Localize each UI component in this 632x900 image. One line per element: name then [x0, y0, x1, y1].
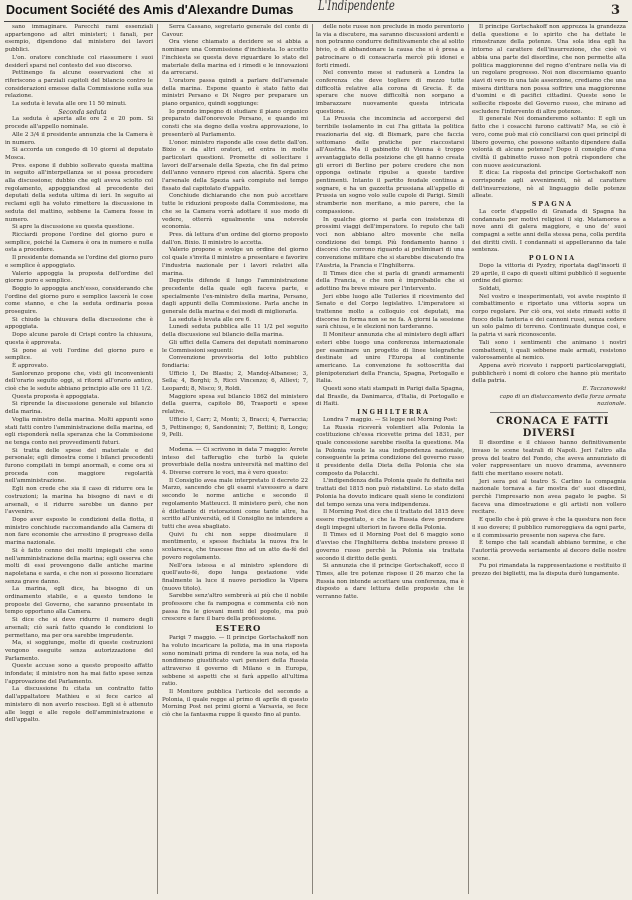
paragraph: Serra Cassano, segretario generale del conte di Cavour.	[162, 24, 308, 38]
paragraph: Jeri sera poi al teatro S. Carlino la compagnia nazionale tornava a far mostra de' suoi disordini, perchè l'impresario non avea pagato le paghe. Si faceva una dimostrazione e gli artisti non vollero recitare.	[472, 478, 626, 516]
paragraph: Gli uffici della Camera dei deputati nominarono le Commissioni seguenti:	[162, 339, 308, 354]
paragraph: Voglia ministro della marina. Molti appunti sono stati fatti contro l'amministrazione della marina, ed egli risponderà nella speranza che la Commissione ne tenga conto nei provvedimenti futuri.	[5, 416, 153, 446]
paragraph: Ma, si soggiunge, molte di queste costruzioni vengono eseguite senza autorizzazione del Parlamento.	[5, 640, 153, 662]
column-divider	[312, 24, 313, 894]
paragraph: Dopo alcune parole di Crispi contro la chiusura, questa è approvata.	[5, 332, 153, 346]
paragraph: In qualche giorno si parla con insistenza di prossimi viaggi dell'imperatore. Io reputo che tali voci non abbiano altro movente che nella condizione dei tempi. Più fondamento hanno i discorsi che corrono riguardo ai preliminari di una convenzione militare che si starebbe discutendo fra l'Austria, la Francia e l'Inghilterra.	[316, 216, 464, 269]
paragraph: Ora viene chiamato a decidere se si abbia a nominare una Commissione d'inchiesta. Io accetto l'inchiesta se questa deve riguardare lo stato del materiale della marina ed i rimedi e le innovazioni da arrecarsi.	[162, 39, 308, 77]
section-divider	[490, 412, 608, 413]
paragraph: Pres. espone il dubbio sollevato questa mattina in seguito all'interpellanza se si possa procedere alla discussione; dubbio che egli aveva sciolto col regolamento, appoggiandosi al precedente dei deputati della seduta ultima di ieri. In seguito ai reclami egli ha voluto rimettere la discussione in seduta del mattino, sebbene la Camera fosse in numero.	[5, 162, 153, 223]
paragraph: È tempo che tali scandali abbiano termine, e che l'autorità provveda seriamente al decoro delle nostre scene.	[472, 540, 626, 562]
paragraph: Londra 7 maggio. — Si legge nel Morning Post:	[323, 416, 458, 423]
column-4	[472, 24, 626, 894]
paragraph: La Prussia che incomincia ad accorgersi del terribile isolamento in cui l'ha gittata la politica reazionaria del sig. di Bismark, pare che faccia sottomano delle pratiche per riaccostarsi all'Austria. Ma il gabinetto di Vienna è troppo avvantaggiato della posizione che gli hanno creata gli errori di Berlino per potere credere che non opponga ostinate ripulse a queste tardive pentimenti. Intanto il partito feudale continua a sognare, e ha un gazzetta prussiana all'appello di Prussia un sogno volo sulle cupole di Parigi. Simili stramberie non meritano, a mio parere, che la compassione.	[316, 116, 464, 215]
paragraph: Pres. dà lettura d'un ordine del giorno proposto dall'on. Bixio. Il ministro lo accetta.	[162, 231, 308, 246]
paragraph: Il principe Gortschakoff non apprezza la grandezza della questione e lo spirito che ha dettate le rimostranze della potenze. Una sola idea egli ha intorno al carattere dell'insurrezione, che cioè vi abbia una parte del disordine, che non permette alla politica maggiorenne del regno d'entrare nella via di un regolare progresso. Noi non discerniamo quanto siavi di vero in una tale asserzione, crediamo che una misera dirittura non possa soffrire una maggiorenne d'uomini e di pacifici cittadini. Queste sono le sollecite risposte del Governo russo, che mirano ad escludere l'intervento di altre potenze.	[472, 24, 626, 115]
paragraph: L'onor. ministro risponde alle cose dette dall'on. Bixio e da altri oratori, ed entra in molte particolari questioni. Promette di sollecitare i lavori dell'arsenale della Spezia, che fin dal primo dell'anno vennero ripresi con alacrità. Spera che l'arsenale della Spezia sarà compiuto nel tempo fissato dal capitolato d'appalto.	[162, 139, 308, 192]
paragraph: Egli non crede che sia il caso di ridurre ora le costruzioni; la marina ha bisogno di navi e di arsenali, e il ridurre sarebbe un danno per l'avvenire.	[5, 486, 153, 516]
paragraph: Si riprende la discussione generale sul bilancio della marina.	[5, 401, 153, 416]
paragraph: E dica: La risposta del principe Gortschakoff non corrisponde agli avvenimenti, nè al carattere dell'insurrezione, nè al linguaggio delle potenze alleate.	[472, 170, 626, 200]
paragraph: Il Times dice che si parla di grandi armamenti della Francia, e che non è improbabile che si adottino fra breve misure per l'intervento.	[316, 270, 464, 292]
paragraph: Si annunzia che il principe Gortschakoff, ecco il Times, alle tre potenze rispose il 26 marzo che la Russia non intende accettare una conferenza, ma è disposto a dare lettura delle proposte che le verranno fatte.	[316, 563, 464, 601]
column-3	[316, 24, 464, 894]
section-heading: INGHILTERRA	[357, 409, 430, 417]
paragraph: Fu poi rimandata la rappresentazione e restituito il prezzo dei biglietti, ma la disputa durò lungamente.	[472, 563, 626, 578]
paragraph: Jeri ebbe luogo alle Tuileries il ricevimento del Senato e del Corpo legislativo. L'imperatore si trattenne molto a colloquio coi deputati, ma discorse in forma non se ne fa. A giorni la sessione sarà chiusa, e le elezioni non tarderanno.	[316, 293, 464, 331]
paragraph: La seduta è levata alle ore 6.	[169, 316, 252, 323]
paragraph: La marina, egli dice, ha bisogno di un ordinamento stabile, e a questo tendono le proposte del Governo, che saranno presentate in tempo opportuno alla Camera.	[5, 586, 153, 616]
paragraph: Si è fatto cenno dei molti impiegati che sono nell'amministrazione della marina; egli osserva che molti di essi provengono dalle antiche marine napoletana e sarda, e che non si possono licenziare senza grave danno.	[5, 547, 153, 585]
page-number: 3	[610, 3, 620, 18]
paragraph: Maggiore spesa sul bilancio 1862 del ministero della guerra, capitolo 86, Trasporti e spese relative.	[162, 393, 308, 416]
paragraph: Quivi fu chi non seppe dissimulare il mentimento, e spesse fischiata la nuova fra le scolaresca, che trascese fino ad un atto da-fé del povero regolamento.	[162, 531, 308, 561]
paragraph: Convenzione provvisoria del lotto pubblico fondiaria:	[162, 355, 308, 369]
column-2	[162, 24, 308, 894]
paragraph: Il Morning Post dice che il trattato del 1815 deve essere rispettato, e che la Russia deve prendere degli impegni ulteriori in favore della Polonia.	[316, 509, 464, 531]
section-heading: POLONIA	[528, 255, 577, 263]
page-header	[0, 0, 632, 22]
paragraph: Valerio appoggia la proposta dell'ordine del giorno puro e semplice.	[5, 270, 153, 285]
paragraph: Sanlorenzo propone che, visti gli inconvenienti dell'orario seguito oggi, si ritorni all'orario antico, cioè che le sedute abbiano principio alle ore 11 1/2.	[5, 370, 153, 393]
paragraph: Si dice che si deve ridurre il numero degli arsenali; ciò sarà fatto quando le condizioni lo permettano, ma per ora sarebbe imprudente.	[5, 617, 153, 639]
column-divider	[468, 24, 469, 894]
paragraph: Il disordine e il chiasso hanno definitivamente invaso le scene teatrali di Napoli. Jeri l'altro alla prova del teatro del Fondo, che aveva annunziato di voler rappresentare un nuovo dramma, avvennero fatti che meritano essere notati.	[472, 440, 626, 477]
paragraph: Appena avrò ricevuto i rapporti particolareggiati, pubblicherò i nomi di coloro che hanno più meritato della patria.	[472, 362, 626, 385]
paragraph: Parigi 7 maggio. — Il principe Gortschakoff non ha voluto incaricare la polizia, ma in una risposta sono nominati prima di rendere la sua nota, ed ha nondimeno giustificato vari pensieri della Russia attraverso il governo di Milano e in Europa, sebbene si aspetti che si farà appello all'ultima ratio.	[162, 635, 308, 688]
paragraph: La corte d'appello di Granada di Spagna ha condannato per motivi religiosi il sig. Matamoros a nove anni di galera maggiore, e uno de' suoi compagni a sette anni della stessa pena, colla perdita dei diritti civili. I condannati si appelleranno da tale sentenza.	[472, 208, 626, 254]
paragraph: Depretis difende il lungo l'amministrazione precedente della quale egli faceva parte, e specialmente l'ex-ministro della marina, Persano, dagli appunti della Commissione. Parla anche in generale della marina e dei modi di migliorarla.	[162, 278, 308, 316]
paragraph: Valerio propone e svolge un ordine del giorno col quale s'invita il ministro a presentare e favorire l'industria nazionale per i lavori relativi alla marina.	[162, 247, 308, 277]
paragraph: L'on. oratore conchiude col riassumere i suoi desiderî sparsi nel contesto del suo discorso.	[5, 54, 153, 69]
section-heading: CRONACA E FATTI DIVERSI	[496, 416, 609, 440]
paragraph: Nel vostro e inesperimentati, voi avete respinto il combattimento e riportato una vittoria sopra un corpo regolare. Per ciò ora, voi siete rimasti sotto il fuoco della fanteria e dei cannoni russi, senza cedere un solo palmo di terreno. Continuate dunque così, e la patria vi sarà riconoscente.	[472, 293, 626, 339]
paragraph: Questa proposta è appoggiata.	[12, 393, 100, 400]
paragraph: Si chiude la chiusura della discussione che è appoggiata.	[5, 316, 153, 331]
paragraph: Boggio lo appoggia anch'esso, considerando che l'ordine del giorno puro e semplice lascerà le cose come stanno, e che la seduta ordinaria possa proseguire.	[5, 285, 153, 316]
paragraph: Queste accuse sono a questo proposito affatto infondate; il ministro non ha mai fatto spese senza l'approvazione del Parlamento.	[5, 663, 153, 685]
paragraph: È approvato.	[12, 362, 49, 369]
paragraph: Si tratta delle spese del materiale e del personale; egli dimostra come i bilanci precedenti furono compilati in tempi anormali, e come ora si proceda con maggiore regolarità nell'amministrazione.	[5, 447, 153, 485]
paragraph: La seduta è aperta alle ore 2 e 20 pom. Si procede all'appello nominale.	[5, 116, 153, 131]
paragraph: sano immaginare. Parecchi rami essenziali appartengono ad altri ministeri; i fanali, per esempio, dipendono dal ministero dei lavori pubblici.	[5, 24, 153, 54]
signature-line: capo di un distaccamento della forza armata nazionale.	[499, 393, 626, 408]
paragraph: Si apre la discussione su questa questione.	[12, 224, 134, 231]
paragraph: Modena. — Ci scrivono in data 7 maggio: Avrete inteso del tafferuglio che turbò la quiete proverbiale della nostra università nel mattino del 4. Diverse correre le voci, ma è vero questo:	[162, 446, 308, 477]
paragraph: Alle 2 3/4 il presidente annunzia che la Camera è in numero.	[5, 131, 153, 146]
paragraph: delle note russe non preclude in modo perentorio la via a discutere, ma saranno discussioni ardenti e non potranno condurre definitivamente che al solito bivio, o di abbandonare la causa che si è presa a patrocinare o di consacrarla mercè più idonei e forti rimedi.	[316, 24, 464, 69]
paragraph: Ufficio I, De Blasiis; 2, Mandoj-Albanese; 3, Sella; 4, Borghi; 5, Ricci Vincenzo; 6, Allievi; 7, Leopardi; 8, Nisco; 9, Roldi.	[162, 370, 308, 393]
paragraph: Soldati,	[479, 285, 501, 292]
paragraph: L'oratore passa quindi a parlare dell'arsenale della marina. Espone quanto è stato fatto dai ministri Persano e Di Negro per preparare un piano organico, quindi soggiunge:	[162, 77, 308, 108]
paragraph: Il presidente domanda se l'ordine del giorno puro e semplice è appoggiato.	[5, 255, 153, 269]
paragraph: E quello che è più grave è che la questura non fece il suo dovere; il pubblico rumoreggiava da ogni parte, e il commissario presente non sapeva che fare.	[472, 517, 626, 539]
paragraph: Lunedì seduta pubblica alle 11 1/2 pel seguito della discussione sul bilancio della marina.	[162, 324, 308, 339]
section-divider	[180, 443, 290, 444]
paragraph: Si accorda un congedo di 10 giorni al deputato Mosca.	[5, 147, 153, 161]
paragraph: Ufficio I, Carr; 2, Monti; 3, Bracci; 4, Farraccia; 5, Pettinengo; 6, Sandonnini; 7, Bettini; 8, Longo; 9, Pelli.	[162, 416, 308, 439]
paragraph: Conchiude dichiarando che non può accettare tutte le riduzioni proposte dalla Commissione, ma che se la Camera vorrà adottare il suo modo di vedere, otterrà egualmente una notevole economia.	[162, 193, 308, 231]
paragraph: Si pone ai voti l'ordine del giorno puro e semplice.	[5, 347, 153, 362]
paragraph: Il Moniteur annunzia che al ministero degli affari esteri ebbe luogo una conferenza internazionale per esaminare un progetto di linee telegrafiche destinate ad unire l'Europa al continente americano. La convenzione fu sottoscritta dai plenipotenziari della Francia, Spagna, Portogallo e Italia.	[316, 332, 464, 385]
section-subheading: Seconda seduta	[58, 108, 107, 116]
paragraph: Ricciardi propone l'ordine del giorno puro e semplice, poiché la Camera è ora in numero e nulla osta a procedere.	[5, 231, 153, 254]
archive-watermark: Document Société des Amis d'Alexandre Dumas	[6, 3, 294, 17]
paragraph: La seduta è levata alle ore 11 50 minuti.	[12, 101, 127, 108]
paragraph: Nel convento mese si radunerà a Londra la conferenza che deve togliere di mezzo tutte difficoltà relative alla corona di Grecia. È da sperare che nuove difficoltà non sorgano a imbarazzare nuovamente questa intricata questione.	[316, 70, 464, 115]
paragraph: Dopo aver esposto le condizioni della flotta, il ministro conchiude raccomandando alla Camera di non fare economie che arrestino il progresso della marina nazionale.	[5, 517, 153, 547]
paragraph: La Russia riceverà volentieri alla Polonia la costituzione ch'essa ricevette prima del 1831, per quale concessione sarebbe risolta la questione. Ma la Polonia vuole la sua indipendenza nazionale, conseguente la prima condizione del governo russo il presidente della Dieta della Polonia che sia composto da Polacchi.	[316, 424, 464, 477]
section-heading: SPAGNA	[531, 201, 574, 209]
paragraph: Dopo la vittoria di Pyzdry, riportata dagl'insorti il 29 aprile, il capo di questi ultimi pubblicò il seguente ordine del giorno:	[472, 262, 626, 285]
paragraph: Io prendo impegno di studiare il piano organico preparato dall'onorevole Persano, e quando mi consti che sia degno della vostra approvazione, lo presenterò al Parlamento.	[162, 108, 308, 138]
paragraph: L'indipendenza della Polonia quale fu definita nei trattati del 1815 non può ristabilirsi. Lo stato della Polonia ha dovuto indicare quali sieno le condizioni del tempo senza una vera indipendenza.	[316, 478, 464, 508]
paragraph: La discussione fu citata un contratto fatto dall'appaltatore Mathieu e si fece carico al ministero di non averlo rescisso. Egli si è attenuto alle leggi e alle regole dell'amministrazione e dell'appalto.	[5, 686, 153, 724]
paragraph: Questi sono stati stampati in Parigi dalla Spagna, dal Brasile, da Danimarca, d'Italia, di Portogallo e di Haiti.	[316, 386, 464, 408]
paragraph: Il Monitore pubblica l'articolo del secondo a Polonia, il quale regge al primo di aprile di questo Morning Post nei primi giorni a Varsavia, se fece ciò che la fantasma ruppe lì questo fino al punto.	[162, 689, 308, 719]
paragraph: Sarebbe senz'altro sembrerà ai più che il nobile professore che fa rampogna e commenta ciò non passa fra le giovani menti del popolo, ma può crescere e fare il baro della professione.	[162, 593, 308, 623]
column-divider	[157, 24, 158, 894]
paragraph: Il Times ed il Morning Post del 6 maggio sono d'avviso che l'Inghilterra debba insistere presso il governo russo perchè la Polonia sia trattata secondo il diritto delle genti.	[316, 532, 464, 562]
header-rule	[4, 21, 628, 22]
paragraph: Il Consiglio avea male interpretato il decreto 22 Marzo, sancendo che gli esami s'avessero a dare secondo le norme antiche e secondo il regolamento Matteucci. Il ministero però, che non è dilettante di ristorazioni come tante altre, ha scritto all'università, ed il Consiglio ne intendere a tutti che avea sbagliato.	[162, 477, 308, 530]
newspaper-masthead: L'Indipendente	[318, 0, 395, 14]
paragraph: Il generale Noi domanderemo soltanto: E egli un fatto che i cosacchi furono cattivati? Ma, se ciò è vero, come può mai ciò conciliarsi con quei principî di libero governo, che possono soltanto dipendere dalla volontà di alcune potenze? Dopo il consiglio d'una civiltà il gabinetto russo non potrà rispondere che con nuove assicurazioni.	[472, 116, 626, 169]
section-heading: ESTERO	[215, 624, 262, 635]
column-1	[5, 24, 153, 894]
paragraph: Tali sono i sentimenti che animano i nostri combattenti, i quali sebbene male armati, resistono valorosamente al nemico.	[472, 339, 626, 362]
signature-line: E. Taczanowski	[582, 386, 626, 393]
paragraph: Nell'ora istessa e al ministro splendore di quell'auto-fé, dopo lunga gestazione vide finalmente la luce il nuovo periodico la Vipera (nuovo titolo).	[162, 562, 308, 592]
paragraph: Pettinengo fa alcune osservazioni che si riferiscono a parziali capitoli del bilancio contro le considerazioni emesse dalla Commissione sulla sua relazione.	[5, 70, 153, 100]
